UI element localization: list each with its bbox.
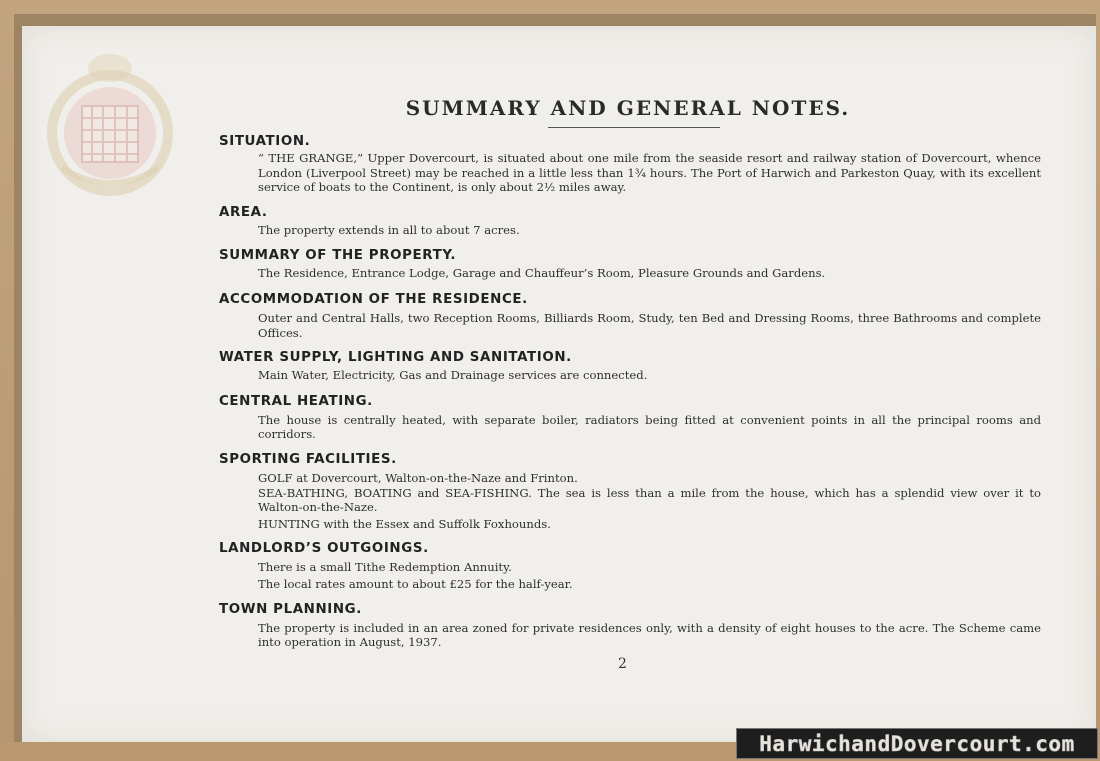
section-paragraph: Main Water, Electricity, Gas and Drainage services are connected. bbox=[258, 368, 648, 383]
section-paragraph: The property extends in all to about 7 acres. bbox=[258, 222, 520, 237]
section-landlords-outgoings bbox=[219, 539, 1041, 591]
page-title: SUMMARY AND GENERAL NOTES. bbox=[405, 96, 851, 120]
section-paragraph: The Residence, Entrance Lodge, Garage and Chauffeur’s Room, Pleasure Grounds and Gardens. bbox=[258, 266, 826, 281]
crest-emblem-icon bbox=[40, 48, 180, 198]
section-heading: CENTRAL HEATING. bbox=[219, 393, 373, 409]
section-paragraph: The local rates amount to about £25 for the half-year. bbox=[258, 576, 573, 591]
site-watermark: HarwichandDovercourt.com bbox=[736, 728, 1098, 759]
section-summary-of-property bbox=[219, 246, 1041, 281]
section-accommodation bbox=[219, 290, 1041, 340]
page-number: 2 bbox=[618, 656, 627, 672]
section-heading: SUMMARY OF THE PROPERTY. bbox=[219, 248, 457, 264]
section-heading: AREA. bbox=[219, 204, 268, 220]
section-paragraph: There is a small Tithe Redemption Annuity. bbox=[258, 560, 512, 575]
section-paragraph: The house is centrally heated, with separate boiler, radiators being fitted at convenient points in all the principal rooms and corridors. bbox=[258, 412, 1041, 442]
section-heading: LANDLORD’S OUTGOINGS. bbox=[219, 541, 429, 557]
notes-content bbox=[219, 132, 1041, 650]
section-heading: ACCOMMODATION OF THE RESIDENCE. bbox=[219, 291, 528, 307]
section-town-planning bbox=[219, 600, 1041, 650]
section-paragraph: “ THE GRANGE,” Upper Dovercourt, is situated about one mile from the seaside resort and railway station of Dovercourt, whence London (Liverpool Street) may be reached in a little less than 1¾ hours. The Port of Harwich and Parkeston Quay, with its excellent service of boats to the Continent, is only about 2½ miles away. bbox=[258, 151, 1041, 195]
section-water-supply bbox=[219, 348, 1041, 383]
section-paragraph: GOLF at Dovercourt, Walton-on-the-Naze and Frinton. bbox=[258, 470, 578, 485]
section-paragraph: SEA-BATHING, BOATING and SEA-FISHING. The sea is less than a mile from the house, which has a splendid view over it to Walton-on-the-Naze. bbox=[258, 485, 1041, 515]
section-heading: WATER SUPPLY, LIGHTING AND SANITATION. bbox=[219, 350, 572, 366]
section-heading: TOWN PLANNING. bbox=[219, 601, 362, 617]
section-paragraph: The property is included in an area zoned for private residences only, with a density of eight houses to the acre. The Scheme came into operation in August, 1937. bbox=[258, 620, 1041, 650]
title-underline bbox=[548, 127, 720, 128]
section-sporting-facilities bbox=[219, 450, 1041, 531]
section-situation bbox=[219, 132, 1041, 195]
section-heading: SPORTING FACILITIES. bbox=[219, 451, 397, 467]
section-paragraph: HUNTING with the Essex and Suffolk Foxhounds. bbox=[258, 516, 551, 531]
section-area bbox=[219, 203, 1041, 238]
section-paragraph: Outer and Central Halls, two Reception Rooms, Billiards Room, Study, ten Bed and Dressing Rooms, three Bathrooms and complete Offices. bbox=[258, 310, 1041, 340]
section-central-heating bbox=[219, 392, 1041, 442]
section-heading: SITUATION. bbox=[219, 134, 311, 149]
